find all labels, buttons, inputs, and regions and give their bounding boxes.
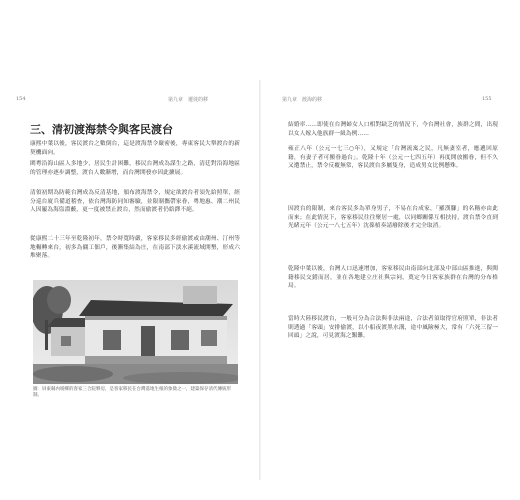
photo-caption: 圖：屏東縣內埔鄉的客家三合院夥房，是客家移民在台灣落地生根的象徵之一，建築保存清代傳統形制。 [33, 387, 231, 398]
left-paragraph: 從康熙二十三年至乾隆初年，禁令時寬時嚴，客家移民多經偷渡或由潮州、汀州等地輾轉來台，初多為傭工佃戶，後漸集結為庄，在南部下淡水溪流域開墾，形成六堆聚落。 [30, 236, 240, 260]
left-page-number: 154 [16, 96, 26, 102]
section-title: 三、清初渡海禁令與客民渡台 [30, 123, 173, 136]
hakka-house-photo [33, 280, 238, 384]
right-paragraph: 結婚率……即使在台灣婦女人口相對缺乏的情況下，今台灣社會，族群之間，出現以女人嫁入他族群一級為例…… [288, 122, 498, 137]
right-paragraph: 乾隆中葉以後，台灣人口迅速增加，客家移民由南部向北部及中部山區推進，與閩籍移民交錯而居，並在各地建立庄社與宗祠，奠定今日客家族群在台灣的分布格局。 [288, 266, 498, 290]
right-paragraph: 雍正八年（公元一七三○年），又規定「台灣流寓之民，凡無妻室者，應遞回原籍，有妻子者可搬眷過台」。乾隆十年（公元一七四五年）再度開放搬眷，但不久又遭禁止，禁令反覆無常，客民渡台多屬隻身，造成男女比例懸殊。 [288, 146, 498, 170]
left-paragraph: 康熙中葉以後，客民渡台之數倒台，這是渡海禁令嚴密後，專東客民大舉渡台的新契機面向。 [30, 141, 240, 156]
right-running-title: 第九章 渡海的移 [282, 97, 323, 103]
right-paragraph: 因渡台的限制，來台客民多為單身男子，不易在台成家，「羅漢腳」的名稱亦由此而來；在此情況下，客家移民往往聚居一處，以同鄉關係互相扶持，渡台禁令直到光緒元年（公元一八七五年）沈葆楨奏請廢除後才完全取消。 [288, 206, 498, 230]
right-page-number: 155 [482, 96, 492, 102]
hakka-house-illustration [33, 280, 238, 384]
book-gutter [259, 80, 261, 480]
left-running-title: 第九章 遷徙的移 [168, 97, 209, 103]
left-paragraph: 閩粵沿海山區人多地少，居民生計困難，移民台灣成為謀生之路，清廷對沿海地區的管理亦逐步調整，渡台人數漸增，而台灣開發亦因此擴展。 [30, 161, 240, 176]
right-paragraph: 當時大陸移民渡台，一般可分為合法與非法兩途，合法者須取得官府照單，非法者則透過「客頭」安排偷渡，以小船夜渡黑水溝，途中風險極大，常有「六死三留一回頭」之說，可見渡海之艱難。 [288, 316, 498, 340]
left-paragraph: 清領初期為防範台灣成為反清基地，頒布渡海禁令，規定欲渡台者須先給照單，經分巡台廈兵備道稽查，依台灣海防同知審驗，並限制攜帶家眷，粵地惠、潮二州民人因屢為海盜淵藪，更一度被禁止渡台，然而偷渡者仍絡繹不絕。 [30, 190, 240, 214]
